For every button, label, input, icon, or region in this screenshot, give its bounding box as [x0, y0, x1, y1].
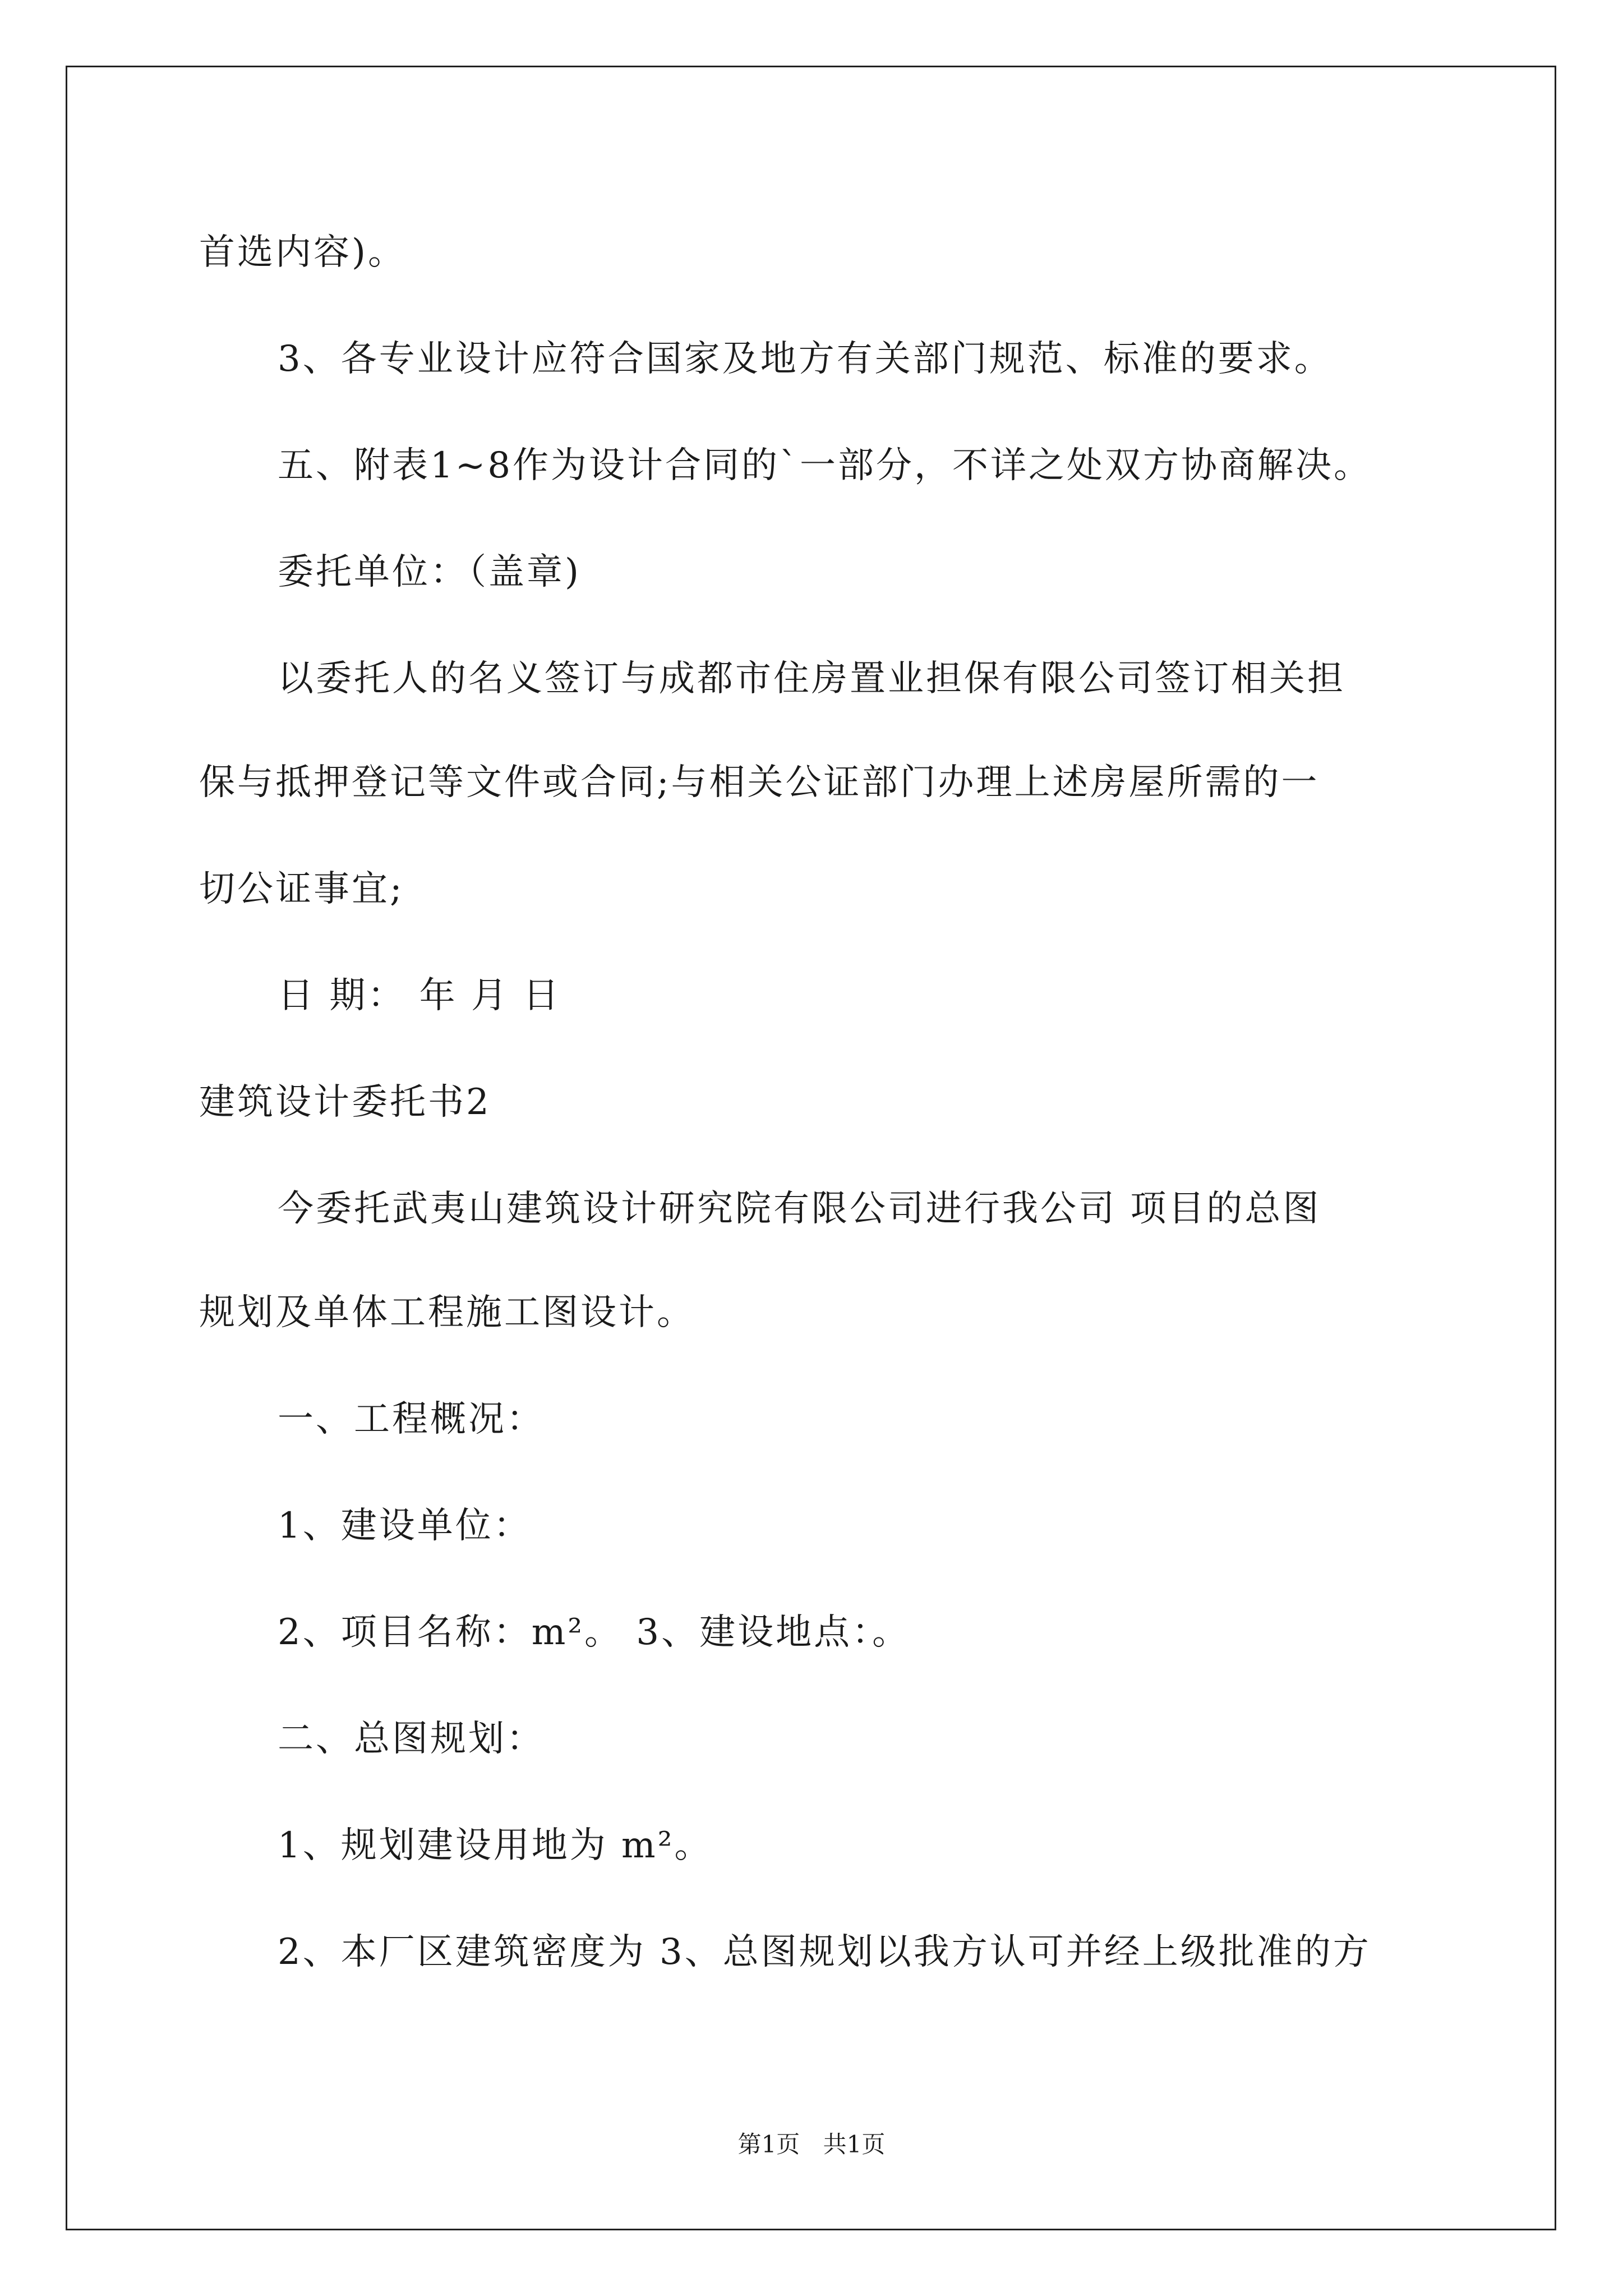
text-line: 2、本厂区建筑密度为 3、总图规划以我方认可并经上级批准的方: [278, 1931, 1371, 1973]
page-total: 共1页: [823, 2131, 886, 2158]
text-line: 切公证事宜;: [199, 868, 404, 910]
page-number: 第1页: [737, 2131, 800, 2158]
text-line: 规划及单体工程施工图设计。: [199, 1292, 695, 1333]
text-line: 首选内容)。: [199, 232, 406, 273]
text-line: 2、项目名称：m²。 3、建设地点：。: [278, 1612, 911, 1653]
date-line: 日 期： 年 月 日: [278, 975, 561, 1016]
text-line: 3、各专业设计应符合国家及地方有关部门规范、标准的要求。: [278, 338, 1332, 380]
text-line: 以委托人的名义签订与成都市住房置业担保有限公司签订相关担: [278, 658, 1345, 700]
section-heading: 建筑设计委托书2: [199, 1082, 491, 1123]
text-line: 一、工程概况：: [278, 1398, 545, 1440]
text-line: 1、建设单位：: [278, 1505, 532, 1547]
text-line: 二、总图规划：: [278, 1718, 545, 1760]
text-line: 今委托武夷山建筑设计研究院有限公司进行我公司 项目的总图: [278, 1188, 1321, 1230]
text-line: 1、规划建设用地为 m²。: [278, 1825, 713, 1866]
text-line: 保与抵押登记等文件或合同;与相关公证部门办理上述房屋所需的一: [199, 762, 1320, 803]
text-line: 五、附表1~8作为设计合同的`一部分，不详之处双方协商解决。: [278, 445, 1372, 486]
page-border: [66, 66, 1556, 2230]
text-line: 委托单位：（盖章): [278, 551, 581, 593]
page-footer: [0, 2129, 1623, 2160]
